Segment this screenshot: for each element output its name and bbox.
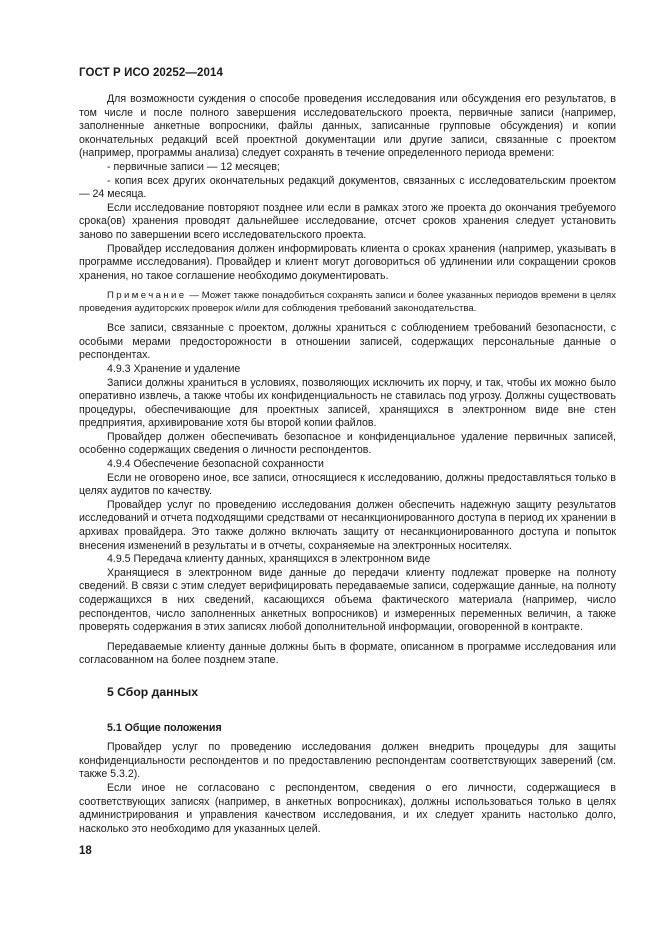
heading-4-9-3: 4.9.3 Хранение и удаление (107, 362, 241, 375)
paragraph-deletion: Провайдер должен обеспечивать безопасное и конфиденциальное удаление первичных записей, особенно содержащих сведения о личности респондентов. (79, 430, 616, 457)
note-text: — Может также понадобиться сохранять записи и более указанных периодов времени в целях проведения аудиторских проверок и/или для соблюдения требований законодательства. (79, 290, 616, 314)
page-body (79, 93, 616, 836)
list-item-primary-records: - первичные записи — 12 месяцев; (107, 160, 280, 173)
paragraph-confidentiality: Провайдер услуг по проведению исследования должен внедрить процедуры для защиты конфиденциальности респондентов и по предоставлению респондентам соответствующих заверений (см. также 5.3.2). (79, 741, 616, 781)
heading-4-9-5: 4.9.5 Передача клиенту данных, хранящихся в электронном виде (107, 553, 431, 566)
paragraph-verification: Хранящиеся в электронном виде данные до передачи клиенту подлежат проверке на полноту сведений. В связи с этим следует верифицировать передаваемые записи, содержащие данные, на полноту содержащихся в них сведений, касающихся объема фактического материала (например, число респондентов, число заполненных анкетных вопросников) и измеренных переменных величин, а также проверять содержания в этих записях любой дополнительной информации, оговоренной в контракте. (79, 566, 616, 634)
paragraph-format: Передаваемые клиенту данные должны быть в формате, описанном в программе исследования или согласованном на более позднем этапе. (79, 640, 616, 667)
note-label: Примечание (107, 290, 187, 302)
paragraph-audit-only: Если не оговорено иное, все записи, относящиеся к исследованию, должны предоставляться только в целях аудитов по качеству. (79, 471, 616, 498)
paragraph-retention-intro: Для возможности суждения о способе проведения исследования или обсуждения его результатов, в том числе и после полного завершения исследовательского проекта, первичные записи (например, заполненные анкетные вопросники, файлы данных, записанные групповые обсуждения) и копии окончательных редакций всей проектной документации или другие записи, связанные с проектом (например, программы анализа) следует сохранять в течение определенного периода времени: (79, 93, 616, 160)
note (79, 290, 616, 315)
paragraph-security: Все записи, связанные с проектом, должны храниться с соблюдением требований безопасности, с особыми мерами предосторожности в отношении записей, содержащих персональные данные о респондентах. (79, 322, 616, 362)
paragraph-repeat-study: Если исследование повторяют позднее или если в рамках этого же проекта до окончания требуемого срока(ов) хранения проводят дальнейшее исследование, отсчет сроков хранения следует установить заново по завершении всего исследовательского проекта. (79, 201, 616, 241)
page-number: 18 (79, 845, 92, 857)
paragraph-protection: Провайдер услуг по проведению исследования должен обеспечить надежную защиту результатов исследований и отчета подходящими средствами от несанкционированного доступа в период их хранении в архивах провайдера. Это также должно включать защиту от несанкционированного доступа и попыток внесения изменений в результаты и в отчеты, сохраняемые на электронных носителях. (79, 498, 616, 552)
paragraph-inform-client: Провайдер исследования должен информировать клиента о сроках хранения (например, указывать в программе исследования). Провайдер и клиент могут договориться об удлинении или сокращении сроков хранения, но такое соглашение необходимо документировать. (79, 242, 616, 282)
paragraph-personal-data: Если иное не согласовано с респондентом, сведения о его личности, содержащиеся в соответствующих записях (например, в анкетных вопросниках), должны использоваться только в целях администрирования и управления качеством исследования, и их следует хранить настолько долго, насколько это необходимо для указанных целей. (79, 781, 616, 835)
list-item-other-records: - копия всех других окончательных редакций документов, связанных с исследовательским проектом — 24 месяца. (79, 174, 616, 201)
heading-4-9-4: 4.9.4 Обеспечение безопасной сохранности (107, 458, 324, 471)
paragraph-storage: Записи должны храниться в условиях, позволяющих исключить их порчу, и так, чтобы их можно было оперативно извлечь, а также чтобы их конфиденциальность не ставилась под угрозу. Должны существовать процедуры, обеспечивающие для проектных записей, хранящихся в электронном виде вне стен предприятия, архивирование хотя бы второй копии файлов. (79, 376, 616, 430)
page-header: ГОСТ Р ИСО 20252—2014 (79, 67, 224, 79)
section-5-title: 5 Сбор данных (107, 684, 199, 699)
section-5-1-title: 5.1 Общие положения (107, 721, 222, 734)
